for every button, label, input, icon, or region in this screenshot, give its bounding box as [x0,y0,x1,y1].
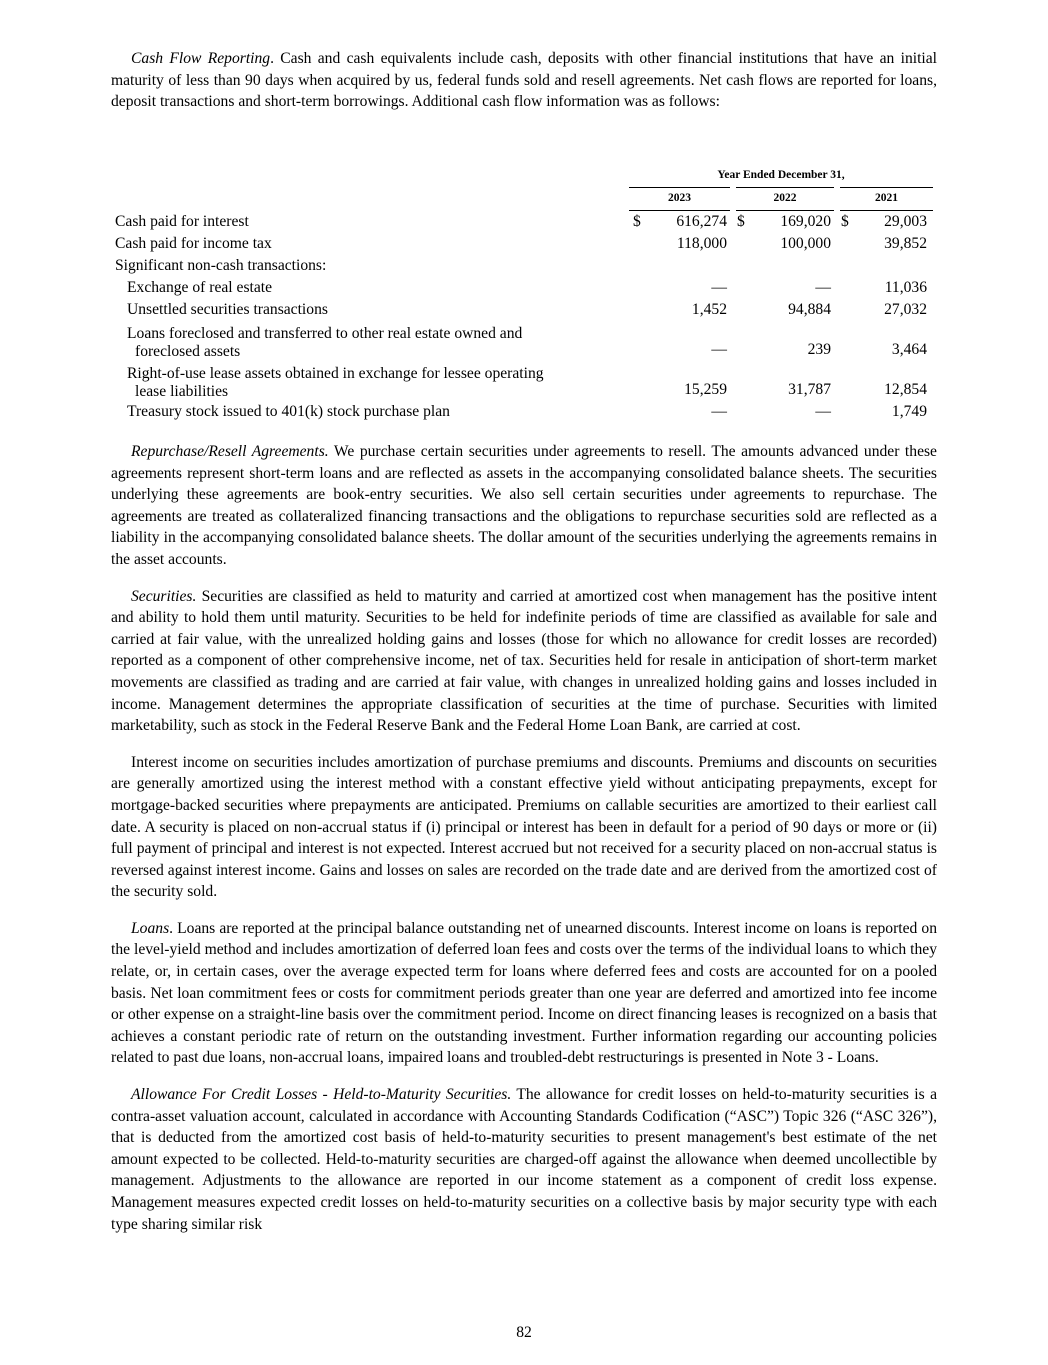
paragraph-interest-income [111,752,937,903]
header-year-2022: 2022 [733,188,837,211]
row-label: Significant non-cash transactions: [115,257,327,275]
dollar-sign: $ [841,213,849,231]
row-label-line1: Loans foreclosed and transferred to other real estate owned and [127,325,523,342]
cell-2023: — [711,279,727,297]
cell-2022: 31,787 [788,381,831,399]
cell-2021: 29,003 [884,213,927,231]
cell-2023: — [711,341,727,359]
lead-cash-flow: Cash Flow Reporting [131,50,271,67]
lead-loans: Loans [131,919,170,937]
row-label: Cash paid for interest [115,213,249,231]
header-year-2021: 2021 [837,188,933,211]
table-row [113,255,933,277]
row-label: Cash paid for income tax [115,235,272,253]
text-repurchase: We purchase certain securities under agreements to resell. The amounts advanced under these agreements represent short-term loans and are reflected as assets in the accompanying consolidated balance sheets. The securities underlying these agreements are book-entry securities. We also sell certain securities under agreements to repurchase. The agreements are treated as collateralized financing transactions and the obligations to repurchase securities sold are reflected as a liability in the accompanying consolidated balance sheets. The dollar amount of the securities underlying the agreements remains in the asset accounts. [111,443,937,568]
text-allowance: The allowance for credit losses on held-to-maturity securities is a contra-asset valuation account, calculated in accordance with Accounting Standards Codification (“ASC”) Topic 326 (“ASC 326”), that is deducted from the amortized cost basis of held-to-maturity securities to present management's best estimate of the net amount expected to be collected. Held-to-maturity securities are charged-off against the allowance when deemed uncollectible by management. Adjustments to the allowance are reported in our income statement as a component of credit loss expense. Management measures expected credit losses on held-to-maturity securities on a collective basis by major security type with each type sharing similar risk [111,1086,937,1233]
table-header-years [113,188,933,211]
cell-2021: 39,852 [884,235,927,253]
cell-2021: 27,032 [884,301,927,319]
row-label-line1: Right-of-use lease assets obtained in exchange for lessee operating [127,365,544,382]
table-row [113,401,933,423]
cell-2021: 3,464 [891,341,927,359]
header-year-ended: Year Ended December 31, [629,165,933,188]
table-row [113,361,933,401]
page-number: 82 [516,1324,532,1341]
paragraph-allowance [111,1084,937,1235]
text-interest-income: Interest income on securities includes amortization of purchase premiums and discounts. Premiums and discounts on securities are generally amortized using the interest method with a constant effective yield without anticipating prepayments, except for mortgage-backed securities where prepayments are anticipated. Premiums on callable securities are amortized to their earliest call date. A security is placed on non-accrual status if (i) principal or interest has been in default for a period of 90 days or more or (ii) full payment of principal and interest is not expected. Interest accrued but not received for a security placed on non-accrual status is reversed against interest income. Gains and losses on sales are recorded on the trade date and are derived from the amortized cost of the security sold. [111,753,937,901]
table-row [113,321,933,361]
text-securities: Securities are classified as held to maturity and carried at amortized cost when management has the positive intent and ability to hold them until maturity. Securities to be held for indefinite periods of time are classified as available for sale and carried at fair value, with the unrealized holding gains and losses (those for which no allowance for credit losses are recorded) reported as a component of other comprehensive income, net of tax. Securities held for resale in anticipation of short-term market movements are classified as trading and are carried at fair value, with changes in unrealized holding gains and losses included in income. Management determines the appropriate classification of securities at the time of purchase. Securities with limited marketability, such as stock in the Federal Reserve Bank and the Federal Home Loan Bank, are carried at cost. [111,587,937,735]
row-label-line2: lease liabilities [135,383,229,400]
cell-2022: 239 [807,341,831,359]
lead-securities: Securities. [131,587,197,605]
table-row [113,277,933,299]
paragraph-securities [111,586,937,737]
text-cash-flow: . Cash and cash equivalents include cash, deposits with other financial institutions that have an initial maturity of less than 90 days when acquired by us, federal funds sold and resell agreements. Net cash flows are reported for loans, deposit transactions and short-term borrowings. Additional cash flow information was as follows: [111,50,937,111]
paragraph-cash-flow [111,48,937,165]
dollar-sign: $ [633,213,641,231]
row-label [113,361,629,401]
dollar-sign: $ [737,213,745,231]
cell-2022: — [815,403,831,421]
cell-2023: 1,452 [691,301,727,319]
paragraph-repurchase [111,441,937,571]
lead-allowance: Allowance For Credit Losses - Held-to-Maturity Securities. [131,1086,512,1104]
table-row [113,233,933,255]
row-label: Unsettled securities transactions [127,301,328,319]
page-body [111,48,937,1235]
cell-2023: 15,259 [684,381,727,399]
cell-2023: 118,000 [676,235,727,253]
lead-repurchase: Repurchase/Resell Agreements. [131,443,329,460]
row-label [113,321,629,361]
cell-2022: — [815,279,831,297]
cell-2021: 12,854 [884,381,927,399]
cell-2022: 169,020 [780,213,831,231]
cell-2021: 1,749 [891,403,927,421]
header-year-2023: 2023 [629,188,733,211]
cell-2022: 100,000 [780,235,831,253]
cell-2023: 616,274 [676,213,727,231]
paragraph-loans [111,918,937,1069]
table-header-period [113,165,933,188]
row-label-line2: foreclosed assets [135,343,241,360]
table-row [113,211,933,234]
cash-flow-table [113,165,933,423]
table-row [113,299,933,321]
row-label: Exchange of real estate [127,279,273,297]
cell-2022: 94,884 [788,301,831,319]
text-loans: . Loans are reported at the principal balance outstanding net of unearned discounts. Interest income on loans is reported on the level-yield method and includes amortization of deferred loan fees and costs over the terms of the individual loans to which they relate, or, in certain cases, over the average expected term for loans where deferred fees and costs are accounted for on a pooled basis. Net loan commitment fees or costs for commitment periods greater than one year are deferred and amortized into fee income or other expense on a straight-line basis over the commitment period. Income on direct financing leases is recognized on a basis that achieves a constant periodic rate of return on the outstanding investment. Further information regarding our accounting policies related to past due loans, non-accrual loans, impaired loans and troubled-debt restructurings is presented in Note 3 - Loans. [111,919,937,1067]
cell-2021: 11,036 [884,279,927,297]
row-label: Treasury stock issued to 401(k) stock purchase plan [127,403,450,421]
cell-2023: — [711,403,727,421]
